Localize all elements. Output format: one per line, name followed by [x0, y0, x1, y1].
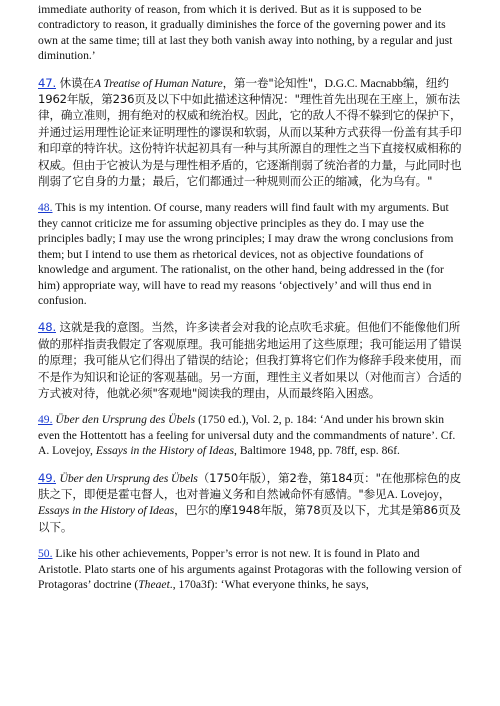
text-run: ., 170a3f): ‘What everyone thinks, he says, — [169, 578, 369, 591]
paragraph-p50en — [38, 546, 464, 592]
italic-title: Über den Ursprung des Übels — [55, 413, 196, 427]
paragraph-p49en — [38, 412, 464, 458]
text-run: ，巴尔的摩1948年版，第78页及以下，尤其是第86页及以下。 — [38, 503, 461, 534]
paragraph-p49cn — [38, 470, 464, 536]
italic-title: Essays in the History of Ideas — [95, 444, 235, 458]
paragraph-p48cn — [38, 319, 464, 401]
text-run: , Baltimore 1948, pp. 78ff, esp. 86f. — [234, 444, 400, 458]
italic-title: Theaet — [138, 578, 170, 591]
text-run: 这就是我的意图。当然，许多读者会对我的论点吹毛求疵。但他们不能像他们所做的那样指责我假定了客观原理。我可能拙劣地运用了这些原理；我可能运用了错误的原理；我可能从它们得出了错误的结论；但我打算将它们作为修辞手段来使用，而不是作为知识和论证的客观基础。另一方面，理性主义者如果以（对他而言）合适的方式被对待，他就必须"客观地"阅读我的理由，从而最终陷入困惑。 — [38, 320, 462, 400]
footnote-link[interactable]: 47. — [38, 75, 56, 90]
text-run: D.G.C. Macnabb — [324, 75, 404, 90]
footnote-link[interactable]: 50. — [38, 547, 53, 561]
paragraph-p47cn — [38, 75, 464, 190]
italic-title: Über den Ursprung des Übels — [59, 470, 198, 485]
footnote-link[interactable]: 49. — [38, 470, 56, 485]
text-run: This is my intention. Of course, many readers will find fault with my arguments. But they cannot criticize me for assuming objective principles as they do. I may use the principles badly; I may use the wrong principles; I may draw the wrong conclusions from them; but I intend to use them as rhetorical devices, not as objective foundations of knowledge and argument. The rationalist, on the other hand, being addressed in the (for him) appropriate way, will have to read my reasons ‘objectively’ and will thus end in confusion. — [38, 201, 454, 307]
text-run: （1750年版），第2卷，第184页："在他那棕色的皮肤之下，即便是霍屯督人，也对普遍义务和自然诫命怀有感情。"参见 — [38, 470, 461, 501]
footnote-link[interactable]: 48. — [38, 201, 53, 215]
text-run: (1750 ed.), Vol. 2, p. 184: ‘And under his brown skin even the Hottentott has a feeling for universal duty and the commandments of nature’. Cf. A. Lovejoy, — [38, 413, 456, 458]
italic-title: A Treatise of Human Nature — [93, 75, 223, 90]
paragraph-p48en — [38, 200, 464, 308]
text-run: 编，纽约1962年版，第236页及以下中如此描述这种情况："理性首先出现在王座上，颁布法律，确立准则，拥有绝对的权威和统治权。因此，它的敌人不得不躲到它的保护下，并通过运用理性论证来证明理性的谬误和软弱，从而以某种方式获得一份盖有其手印和印章的特许状。这份特许状起初具有一种与其所源自的理性之当下直接权威相称的权威。但由于它被认为是与理性相矛盾的，它逐渐削弱了统治者的力量，与此同时也削弱了它自身的力量；最后，它们都通过一种规则而公正的缩减，化为乌有。" — [38, 75, 462, 189]
footnote-link[interactable]: 49. — [38, 413, 53, 427]
paragraph-p0 — [38, 2, 464, 64]
footnote-link[interactable]: 48. — [38, 320, 56, 335]
text-run: 休谟在 — [56, 75, 94, 90]
text-run: A. Lovejoy， — [386, 486, 451, 501]
text-run: ，第一卷"论知性"， — [222, 75, 325, 90]
text-run: Like his other achievements, Popper’s error is not new. It is found in Plato and Aristotle. Plato starts one of his arguments against Protagoras with the following version of Protagoras’ doctrine ( — [38, 547, 462, 591]
italic-title: Essays in the History of Ideas — [38, 503, 175, 518]
text-run: immediate authority of reason, from which it is derived. But as it is supposed to be contradictory to reason, it gradually diminishes the force of the governing power and its own at the same time; till at last they both vanish away into nothing, by a regular and just diminution.’ — [38, 3, 453, 63]
